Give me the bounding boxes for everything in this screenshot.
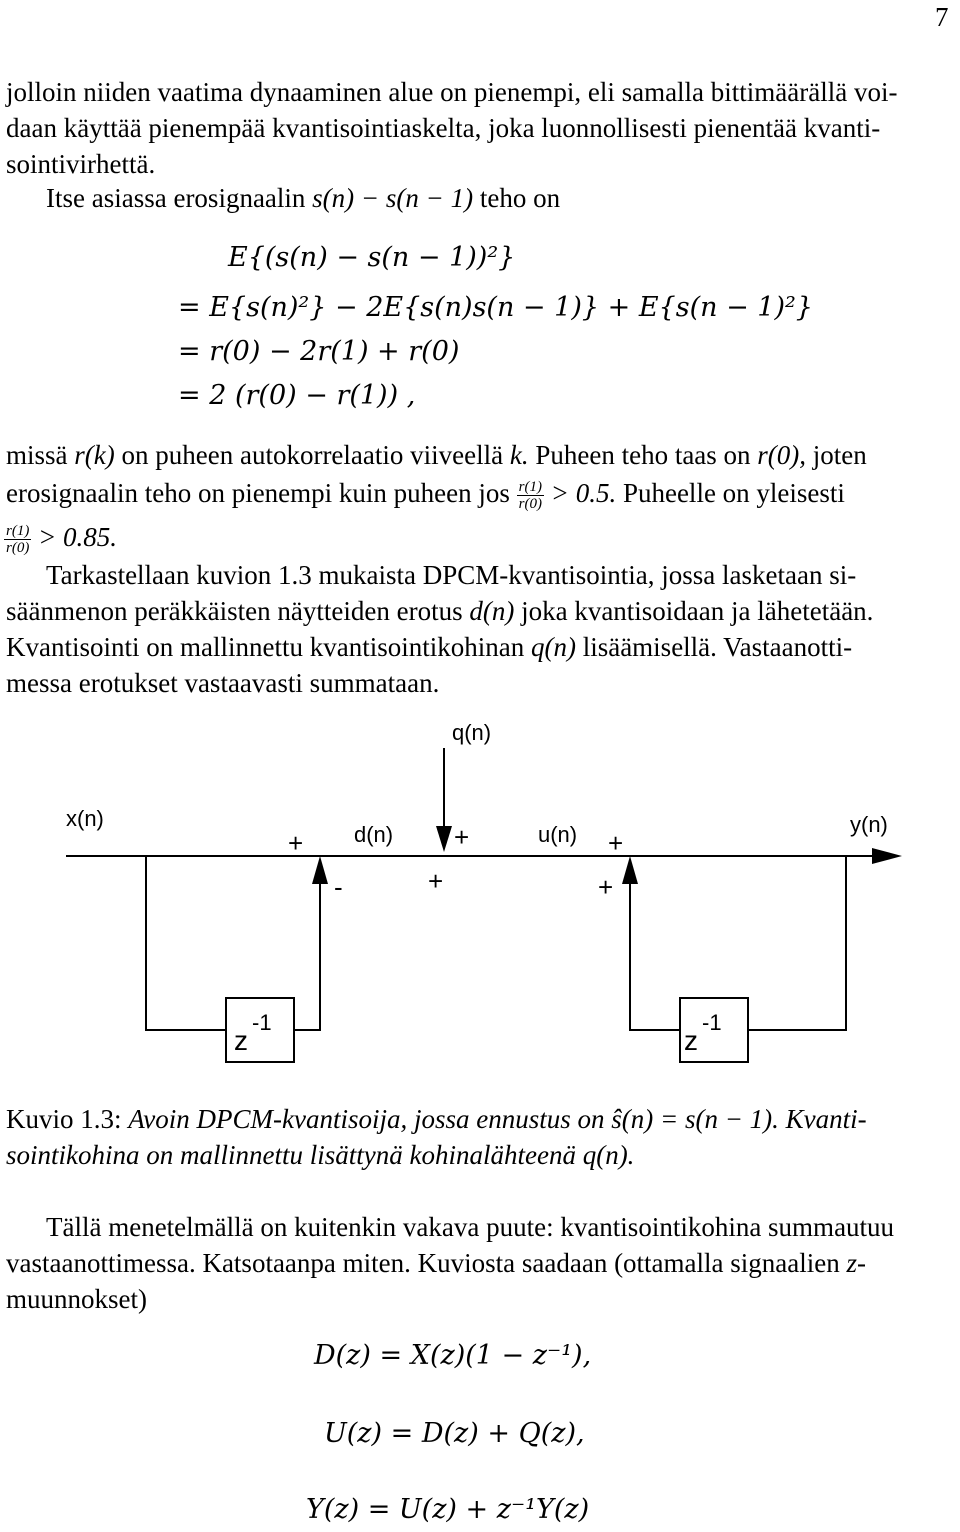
paragraph-1-line-2: daan käyttää pienempää kvantisointiaskelta, joka luonnollisesti pienentää kvanti- — [6, 113, 881, 143]
text-joten: joten — [812, 440, 867, 470]
caption-text: Avoin DPCM-kvantisoija, jossa ennustus on — [128, 1104, 605, 1134]
label-y-n: y(n) — [850, 812, 888, 837]
math-r-0: r(0), — [757, 440, 807, 470]
label-x-n: x(n) — [66, 806, 104, 831]
text-saanmenon: säänmenon peräkkäisten näytteiden erotus — [6, 596, 463, 626]
math-d-n: d(n) — [469, 596, 515, 626]
dpcm-block-diagram — [0, 700, 960, 1090]
label-d-n: d(n) — [354, 822, 394, 847]
sign-plus-3: + — [608, 828, 624, 858]
right-delay-z: z — [684, 1025, 698, 1056]
left-feedback-in — [146, 856, 226, 1030]
paragraph-2 — [46, 181, 560, 215]
sign-plus-5: + — [598, 872, 614, 902]
paragraph-5-line-3: muunnokset) — [6, 1284, 147, 1314]
paragraph-1-line-1: jolloin niiden vaatima dynaaminen alue on pienempi, eli samalla bittimäärällä voi- — [6, 77, 898, 107]
text-missa: missä — [6, 440, 68, 470]
paragraph-3-line-1 — [6, 438, 867, 472]
output-arrowhead — [872, 848, 902, 864]
page-number: 7 — [935, 2, 949, 32]
paragraph-3-line-2 — [6, 476, 845, 512]
paragraph-5-line-1: Tällä menetelmällä on kuitenkin vakava puute: kvantisointikohina summautuu — [46, 1212, 895, 1242]
equation-Y-z: Y(z) = U(z) + z⁻¹Y(z) — [306, 1494, 590, 1525]
text-vastaanottimessa: vastaanottimessa. Katsotaanpa miten. Kuviosta saadaan (ottamalla signaalien — [6, 1248, 840, 1278]
paragraph-2-expr: s(n) − s(n − 1) — [312, 183, 474, 213]
equation-U-z: U(z) = D(z) + Q(z), — [324, 1418, 585, 1449]
math-q-n: q(n) — [530, 632, 576, 662]
left-arrowhead — [312, 856, 328, 884]
math-z: z- — [846, 1248, 866, 1278]
math-gt-0-5: > 0.5. — [550, 478, 617, 508]
paragraph-2-tail: teho on — [479, 183, 561, 213]
caption-text-continued: Kvanti- — [785, 1104, 867, 1134]
sign-plus-2: + — [454, 822, 470, 852]
caption-line-2-text: sointikohina on mallinnettu lisättynä kohinalähteenä — [6, 1140, 576, 1170]
sign-plus-4: + — [428, 866, 444, 896]
label-u-n: u(n) — [538, 822, 578, 847]
caption-label: Kuvio 1.3: — [6, 1104, 122, 1134]
paragraph-3-line-3 — [4, 520, 117, 556]
paragraph-4-line-2 — [6, 594, 873, 628]
left-delay-z: z — [234, 1025, 248, 1056]
figure-caption-line-1 — [6, 1102, 867, 1136]
text-kvantisointi-mallinnettu: Kvantisointi on mallinnettu kvantisointikohinan — [6, 632, 525, 662]
fraction-r1-r0 — [517, 479, 544, 512]
fraction-denominator: r(0) — [6, 540, 30, 557]
math-gt-0-85: > 0.85. — [38, 522, 118, 552]
label-q-n: q(n) — [452, 720, 492, 745]
text-puheelle: Puheelle on yleisesti — [622, 478, 845, 508]
right-arrowhead — [622, 856, 638, 884]
sign-minus: - — [334, 872, 343, 902]
paragraph-2-lead: Itse asiassa erosignaalin — [46, 183, 306, 213]
fraction-numerator: r(1) — [518, 479, 542, 496]
paragraph-1-line-3: sointivirhettä. — [6, 149, 156, 179]
text-autokorrelaatio: on puheen autokorrelaatio viiveellä — [121, 440, 504, 470]
left-feedback-out — [294, 880, 320, 1030]
fraction-denominator: r(0) — [518, 496, 542, 513]
fraction-numerator: r(1) — [6, 523, 30, 540]
paragraph-4-line-4: messa erotukset vastaavasti summataan. — [6, 668, 440, 698]
math-k: k. — [509, 440, 529, 470]
right-feedback-out — [630, 880, 680, 1030]
equation-expectation: E{(s(n) − s(n − 1))²} — [228, 242, 516, 273]
text-erosignaalin-teho: erosignaalin teho on pienempi kuin puheen jos — [6, 478, 510, 508]
right-delay-exponent: -1 — [702, 1010, 722, 1035]
equation-line-2: = r(0) − 2r(1) + r(0) — [178, 336, 460, 367]
text-kvantisoidaan: joka kvantisoidaan ja lähetetään. — [521, 596, 874, 626]
paragraph-5-line-2 — [6, 1246, 866, 1280]
right-feedback-in — [748, 856, 846, 1030]
noise-arrowhead — [436, 826, 452, 852]
caption-line-2-expr: q(n). — [582, 1140, 635, 1170]
fraction-r1-r0-second — [4, 523, 31, 556]
caption-expression: ŝ(n) = s(n − 1). — [611, 1104, 779, 1134]
paragraph-4-line-1: Tarkastellaan kuvion 1.3 mukaista DPCM-kvantisointia, jossa lasketaan si- — [46, 560, 857, 590]
equation-D-z: D(z) = X(z)(1 − z⁻¹), — [314, 1340, 592, 1371]
text-lisaamisella: lisäämisellä. Vastaanotti- — [582, 632, 853, 662]
sign-plus-1: + — [288, 828, 304, 858]
paragraph-4-line-3 — [6, 630, 852, 664]
left-delay-exponent: -1 — [252, 1010, 272, 1035]
equation-line-1: = E{s(n)²} − 2E{s(n)s(n − 1)} + E{s(n − 1)²} — [178, 292, 813, 323]
figure-caption-line-2 — [6, 1138, 634, 1172]
equation-line-3: = 2 (r(0) − r(1)) , — [178, 380, 416, 411]
math-r-k: r(k) — [74, 440, 115, 470]
text-puheen-teho: Puheen teho taas on — [535, 440, 751, 470]
